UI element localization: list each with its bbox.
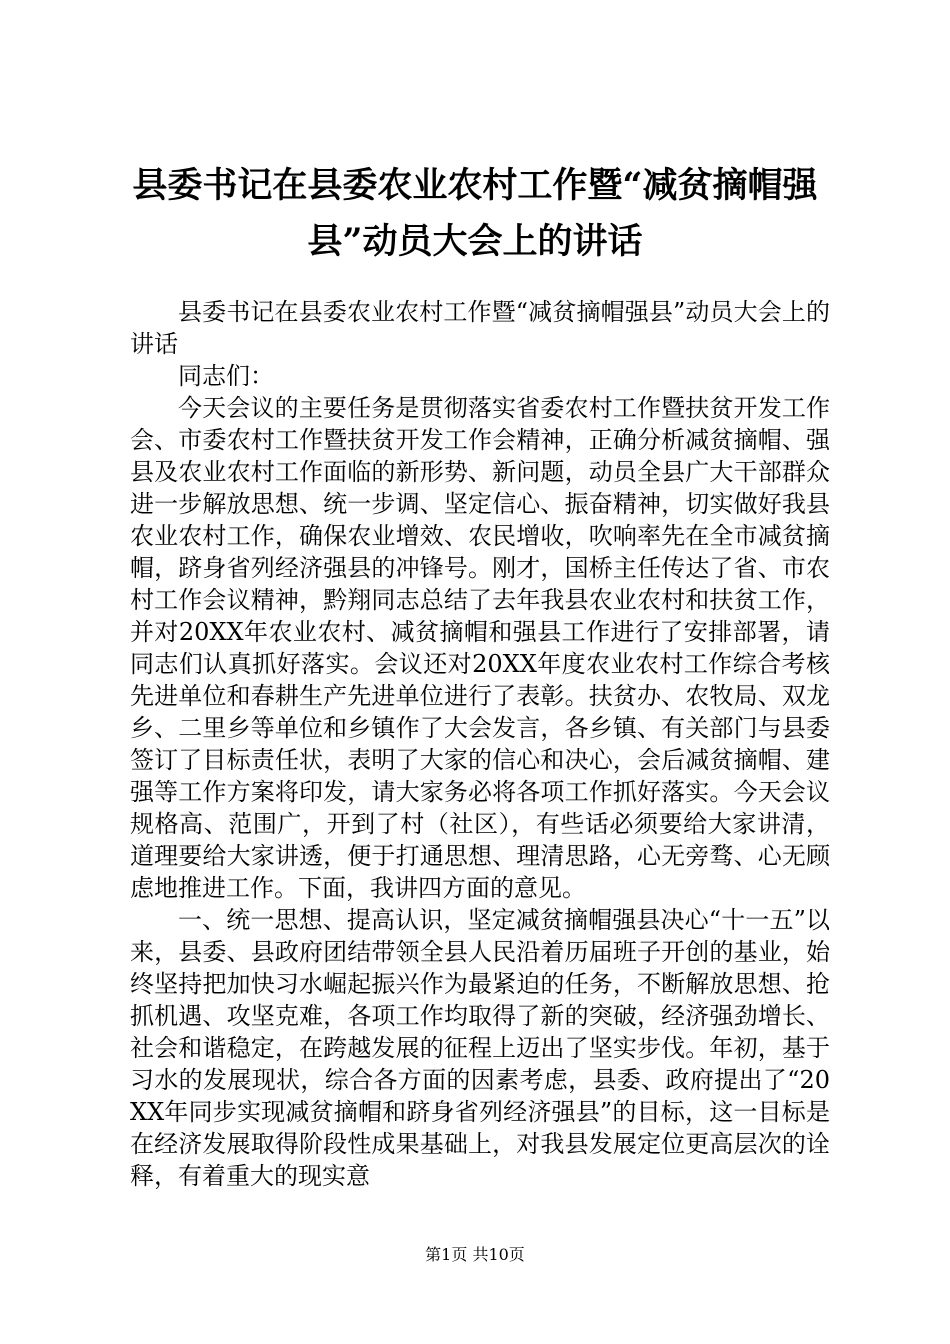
document-title: 县委书记在县委农业农村工作暨“减贫摘帽强县”动员大会上的讲话 (132, 165, 818, 262)
paragraph-salutation: 同志们： (178, 362, 274, 390)
document-body (130, 296, 830, 1192)
page-footer: 第1页 共10页 (425, 1245, 525, 1264)
paragraph-intro: 今天会议的主要任务是贯彻落实省委农村工作暨扶贫开发工作会、市委农村工作暨扶贫开发工作会精神，正确分析减贫摘帽、强县及农业农村工作面临的新形势、新问题，动员全县广大干部群众进一步解放思想、统一步调、坚定信心、振奋精神，切实做好我县农业农村工作，确保农业增效、农民增收，吹响率先在全市减贫摘帽，跻身省列经济强县的冲锋号。刚才，国桥主任传达了省、市农村工作会议精神，黔翔同志总结了去年我县农业农村和扶贫工作，并对20XX年农业农村、减贫摘帽和强县工作进行了安排部署，请同志们认真抓好落实。会议还对20XX年度农业农村工作综合考核先进单位和春耕生产先进单位进行了表彰。扶贫办、农牧局、双龙乡、二里乡等单位和乡镇作了大会发言，各乡镇、有关部门与县委签订了目标责任状，表明了大家的信心和决心，会后减贫摘帽、建强等工作方案将印发，请大家务必将各项工作抓好落实。今天会议规格高、范围广，开到了村（社区），有些话必须要给大家讲清，道理要给大家讲透，便于打通思想、理清思路，心无旁骛、心无顾虑地推进工作。下面，我讲四方面的意见。 (130, 394, 830, 902)
paragraph-section-one: 一、统一思想、提高认识，坚定减贫摘帽强县决心“十一五”以来，县委、县政府团结带领全县人民沿着历届班子开创的基业，始终坚持把加快习水崛起振兴作为最紧迫的任务，不断解放思想、抢抓机遇、攻坚克难，各项工作均取得了新的突破，经济强劲增长、社会和谐稳定，在跨越发展的征程上迈出了坚实步伐。年初，基于习水的发展现状，综合各方面的因素考虑，县委、政府提出了“20XX年同步实现减贫摘帽和跻身省列经济强县”的目标，这一目标是在经济发展取得阶段性成果基础上，对我县发展定位更高层次的诠释，有着重大的现实意 (130, 906, 830, 1190)
paragraph-title-repeat: 县委书记在县委农业农村工作暨“减贫摘帽强县”动员大会上的讲话 (130, 298, 830, 358)
